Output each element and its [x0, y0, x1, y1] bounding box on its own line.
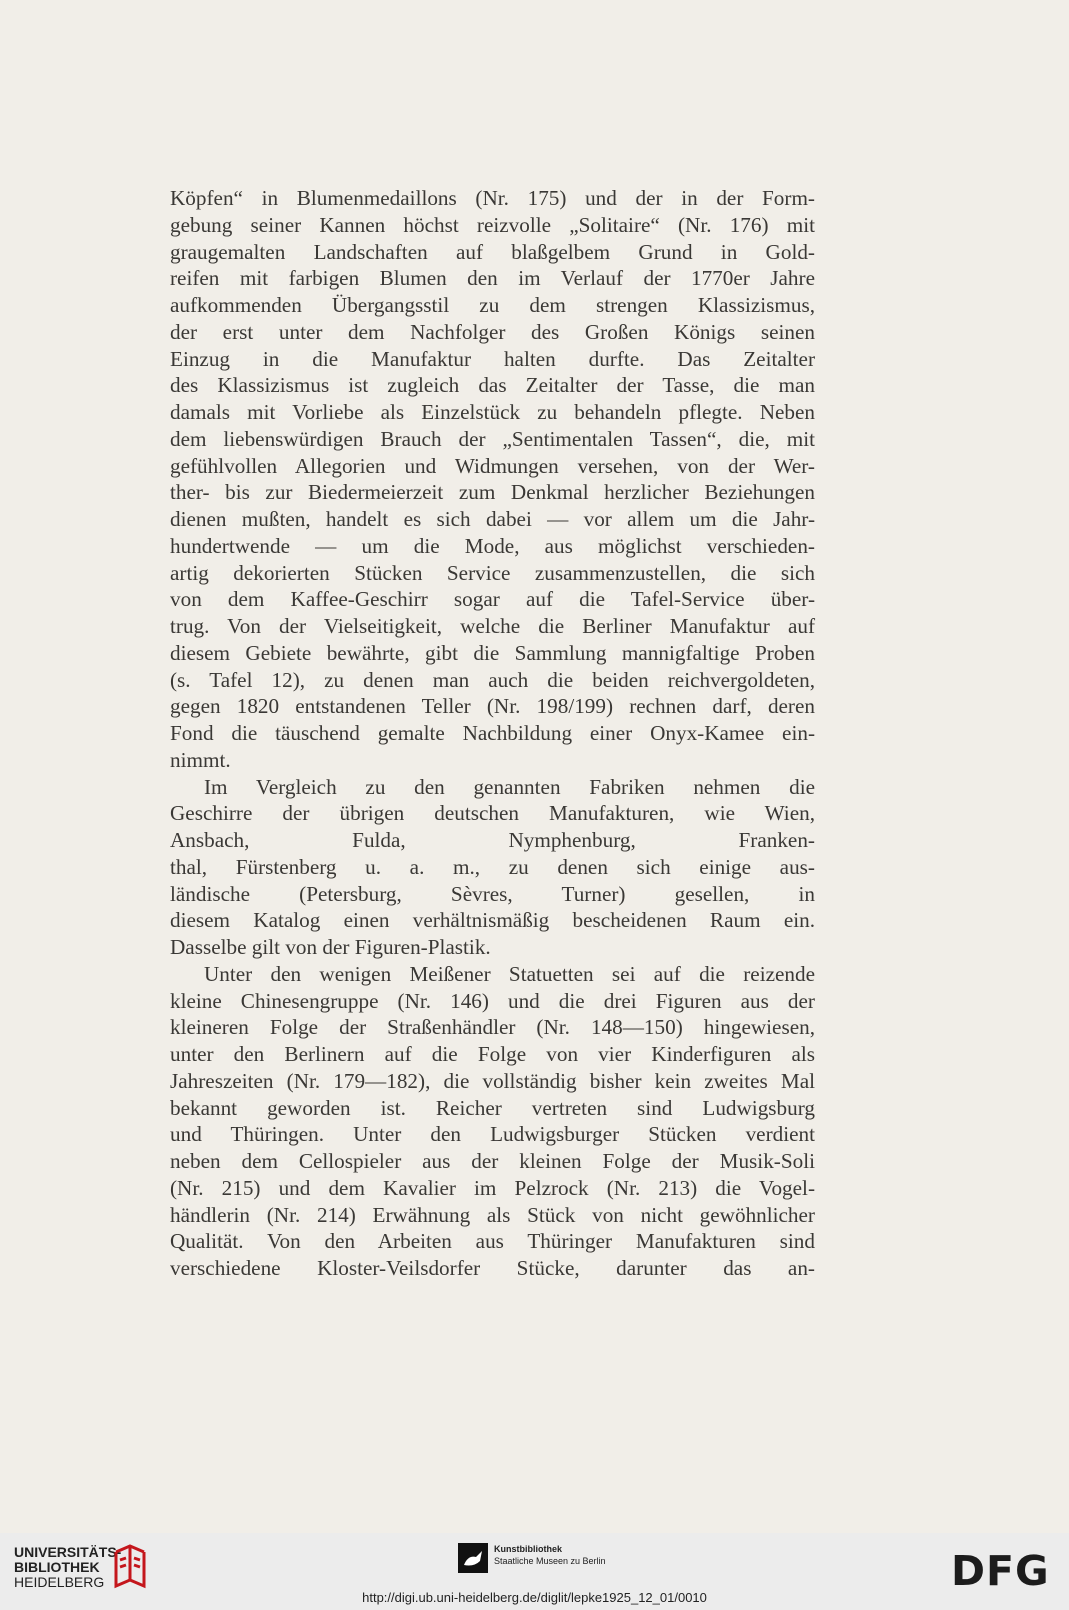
text-line: Im Vergleich zu den genannten Fabriken nehmen die [204, 774, 815, 799]
kb-line-2: Staatliche Museen zu Berlin [494, 1556, 606, 1566]
text-line: von dem Kaffee-Geschirr sogar auf die Tafel-Service über- [170, 587, 815, 612]
text-line: gegen 1820 entstandenen Teller (Nr. 198/199) rechnen darf, deren [170, 694, 815, 719]
text-line: diesem Katalog einen verhältnismäßig bescheidenen Raum ein. [170, 908, 815, 933]
text-line: der erst unter dem Nachfolger des Großen Königs seinen [170, 319, 815, 344]
text-line: neben dem Cellospieler aus der kleinen Folge der Musik-Soli [170, 1149, 815, 1173]
text-line: Jahreszeiten (Nr. 179—182), die vollständig bisher kein zweites Mal [170, 1068, 815, 1093]
text-line: Qualität. Von den Arbeiten aus Thüringer Manufakturen sind [170, 1229, 815, 1254]
kunstbibliothek-name [494, 1543, 606, 1567]
kb-line-1: Kunstbibliothek [494, 1544, 562, 1554]
body-text [170, 185, 815, 1282]
text-line: (s. Tafel 12), zu denen man auch die beiden reichvergoldeten, [170, 667, 815, 692]
source-url[interactable]: http://digi.ub.uni-heidelberg.de/diglit/lepke1925_12_01/0010 [362, 1590, 707, 1605]
text-line: reifen mit farbigen Blumen den im Verlauf der 1770er Jahre [170, 266, 815, 291]
text-line: aufkommenden Übergangsstil zu dem strengen Klassizismus, [170, 293, 815, 317]
text-line: trug. Von der Vielseitigkeit, welche die Berliner Manufaktur auf [170, 614, 815, 638]
text-line: kleine Chinesengruppe (Nr. 146) und die drei Figuren aus der [170, 988, 815, 1013]
text-line: Fond die täuschend gemalte Nachbildung einer Onyx-Kamee ein- [170, 721, 815, 745]
text-line: verschiedene Kloster-Veilsdorfer Stücke, darunter das an- [170, 1256, 815, 1280]
text-line: händlerin (Nr. 214) Erwähnung als Stück von nicht gewöhnlicher [170, 1202, 815, 1227]
text-line: artig dekorierten Stücken Service zusammenzustellen, die sich [170, 560, 815, 585]
text-line: damals mit Vorliebe als Einzelstück zu behandeln pflegte. Neben [170, 400, 815, 424]
text-line: gefühlvollen Allegorien und Widmungen versehen, von der Wer- [170, 453, 815, 478]
text-line: hundertwende — um die Mode, aus möglichst verschieden- [170, 533, 815, 558]
dfg-logo: DFG [951, 1547, 1050, 1595]
text-line: des Klassizismus ist zugleich das Zeitalter der Tasse, die man [170, 373, 815, 398]
kunstbibliothek-logo-icon [458, 1543, 488, 1573]
text-line: graugemalten Landschaften auf blaßgelbem Grund in Gold- [170, 239, 815, 264]
text-line: unter den Berlinern auf die Folge von vier Kinderfiguren als [170, 1042, 815, 1066]
uni-line-1: UNIVERSITÄTS- [14, 1544, 122, 1560]
text-line: Ansbach, Fulda, Nymphenburg, Franken- [170, 828, 815, 852]
text-line: dem liebenswürdigen Brauch der „Sentimentalen Tassen“, die, mit [170, 426, 815, 451]
text-line: kleineren Folge der Straßenhändler (Nr. 148—150) hingewiesen, [170, 1015, 815, 1040]
text-line: gebung seiner Kannen höchst reizvolle „Solitaire“ (Nr. 176) mit [170, 212, 815, 237]
uni-line-3: HEIDELBERG [14, 1574, 105, 1590]
text-line: Köpfen“ in Blumenmedaillons (Nr. 175) und der in der Form- [170, 186, 815, 210]
text-line: ländische (Petersburg, Sèvres, Turner) gesellen, in [170, 881, 815, 906]
text-line: (Nr. 215) und dem Kavalier im Pelzrock (Nr. 213) die Vogel- [170, 1175, 815, 1200]
text-line: Geschirre der übrigen deutschen Manufakturen, wie Wien, [170, 801, 815, 826]
university-library-name [14, 1545, 121, 1590]
text-line: dienen mußten, handelt es sich dabei — vor allem um die Jahr- [170, 507, 815, 531]
university-logo-icon [112, 1540, 148, 1592]
text-line: thal, Fürstenberg u. a. m., zu denen sich einige aus- [170, 854, 815, 879]
text-line: nimmt. [170, 747, 231, 772]
uni-line-2: BIBLIOTHEK [14, 1559, 100, 1575]
text-line: und Thüringen. Unter den Ludwigsburger Stücken verdient [170, 1122, 815, 1147]
text-line: bekannt geworden ist. Reicher vertreten sind Ludwigsburg [170, 1095, 815, 1120]
text-line: Einzug in die Manufaktur halten durfte. Das Zeitalter [170, 346, 815, 371]
text-line: diesem Gebiete bewährte, gibt die Sammlung mannigfaltige Proben [170, 640, 815, 665]
text-line: Unter den wenigen Meißener Statuetten sei auf die reizende [204, 961, 815, 986]
text-line: Dasselbe gilt von der Figuren-Plastik. [170, 935, 491, 959]
text-line: ther- bis zur Biedermeierzeit zum Denkmal herzlicher Beziehungen [170, 480, 815, 505]
